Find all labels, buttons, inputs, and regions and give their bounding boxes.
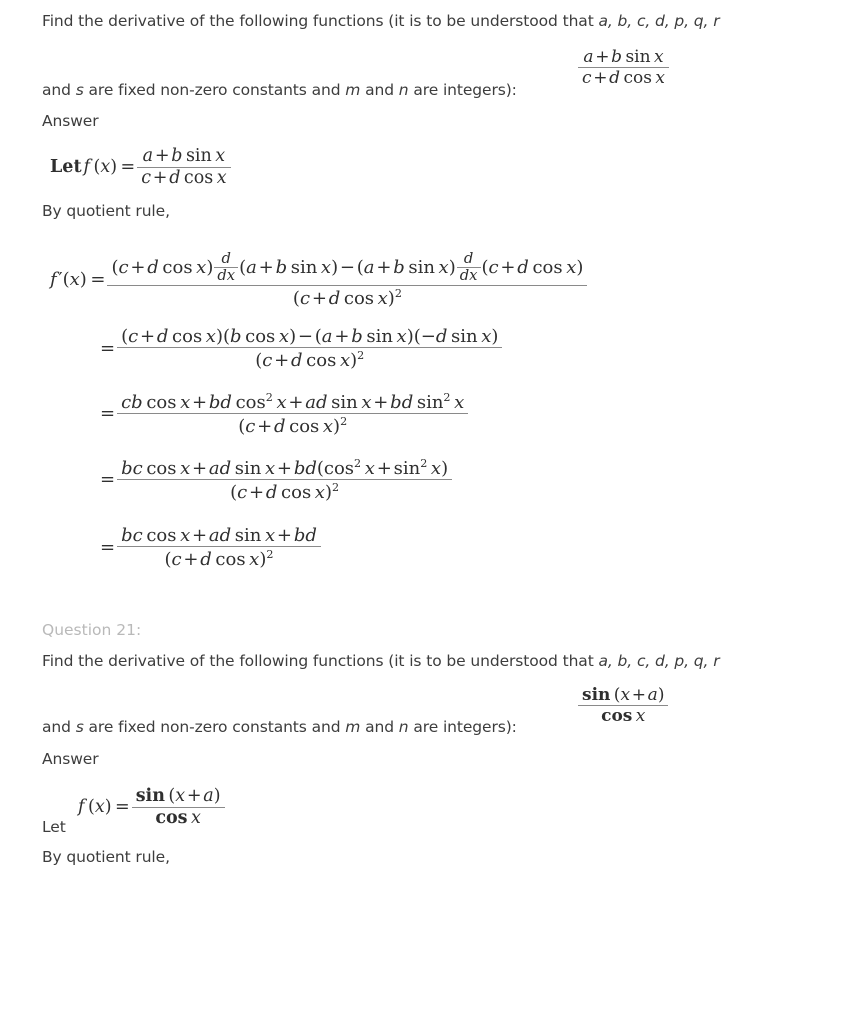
q20-step-5 [100,527,321,569]
q20-let-label: Let [50,156,82,177]
q21-quotient-rule-note: By quotient rule, [42,848,170,866]
q20-prompt-text-2d: are integers): [408,81,517,99]
q20-step-5-fraction [117,527,321,569]
q20-let-denominator: c + d cos x [137,167,230,188]
q21-let-formula [78,788,225,827]
q20-step-4-numerator: bc cos x + ad sin x + $bd(\cos^2$ x + $\sin^2 x$) [121,457,449,479]
q20-step-3 [100,392,468,436]
q20-step-4-denominator: (c + d cos x)$^2$ [117,479,452,502]
q20-step-3-denominator: (c + d cos x)$^2$ [117,413,468,436]
q20-let-lhs: f (x) = [83,156,136,177]
q20-step-3-lhs: = [100,403,116,424]
q20-prompt-text-2c: and [360,81,399,99]
q20-step-4-lhs: = [100,469,116,490]
q20-expression-numerator: a + b sin x [583,47,664,67]
q21-prompt-var-m: m [345,718,361,736]
q20-prompt-text-2b: are fixed non-zero constants and [83,81,346,99]
q20-step-1-denominator: (c + d cos x)$^2$ [107,285,587,308]
q21-prompt-vars-1: a, b, c, d, p, q, r [598,652,720,670]
q21-prompt-text-1: Find the derivative of the following functions (it is to be understood that [42,652,599,670]
q20-prompt-text-2a: and [42,81,76,99]
q20-prompt-var-s: s [75,81,84,99]
q20-quotient-rule-note: By quotient rule, [42,202,170,220]
q20-prompt-line-2 [42,81,517,99]
q21-prompt-text-2a: and [42,718,76,736]
q20-step-3-fraction [117,392,468,436]
q20-step-2 [100,328,502,370]
q20-prompt-var-n: n [398,81,409,99]
q20-let-fraction [137,148,230,187]
d-dx-operator: $\frac{d}{dx}$ [214,252,238,284]
q20-step-3-numerator: cb cos x + bd $\cos^2 x$ + ad sin x + bd $\sin^2 x$ [121,391,465,413]
q21-let-numerator: sin (x + a) [135,786,221,806]
q20-step-4-fraction [117,458,452,502]
q21-prompt-text-2c: and [360,718,399,736]
q21-let-lhs: f (x) = [78,796,130,817]
q21-let-fraction [132,788,225,827]
q21-prompt-var-n: n [398,718,409,736]
q21-prompt-line-1 [42,652,719,670]
q21-expression-denominator: cos x [578,705,668,725]
q20-expression [578,49,669,87]
q21-expression [578,687,668,725]
q20-prompt-text-1: Find the derivative of the following functions (it is to be understood that [42,12,599,30]
q21-prompt-text-2b: are fixed non-zero constants and [83,718,346,736]
d-dx-operator: $\frac{d}{dx}$ [457,252,481,284]
q20-step-5-numerator: bc cos x + ad sin x + bd [121,525,317,546]
q20-step-1 [50,252,587,308]
q20-answer-label: Answer [42,112,99,130]
q20-step-2-numerator: (c + d cos x)(b cos x) − (a + b sin x)(−d sin x) [121,326,499,347]
q20-step-1-numerator: (c + d cos x) $\frac{d}{dx}$ (a + b sin x) − (a + b sin x) $\frac{d}{dx}$ (c + d cos x) [111,250,584,284]
q21-heading: Question 21: [42,621,142,639]
q20-prompt-var-m: m [345,81,361,99]
q20-expression-fraction [578,49,669,87]
q20-expression-denominator: c + d cos x [578,67,669,87]
q20-let-numerator: a + b sin x [142,146,226,166]
q20-step-1-lhs: f ′(x) = [50,268,106,290]
q20-step-5-denominator: (c + d cos x)$^2$ [117,546,321,569]
q20-step-1-fraction [107,252,587,308]
q21-expression-fraction [578,687,668,725]
q20-step-2-fraction [117,328,502,370]
q21-prompt-text-2d: are integers): [408,718,517,736]
q20-step-2-denominator: (c + d cos x)$^2$ [117,347,502,370]
q21-let-denominator: cos x [132,807,225,828]
q20-prompt-line-1 [42,12,719,30]
q20-step-2-lhs: = [100,338,116,359]
q21-prompt-line-2 [42,718,517,736]
q21-answer-label: Answer [42,750,99,768]
q21-let-label: Let [42,818,66,836]
q20-prompt-vars-1: a, b, c, d, p, q, r [598,12,720,30]
q21-expression-numerator: sin (x + a) [582,685,665,705]
q20-step-4 [100,458,452,502]
q21-prompt-var-s: s [75,718,84,736]
q20-step-5-lhs: = [100,537,116,558]
q20-let-line [50,148,231,187]
